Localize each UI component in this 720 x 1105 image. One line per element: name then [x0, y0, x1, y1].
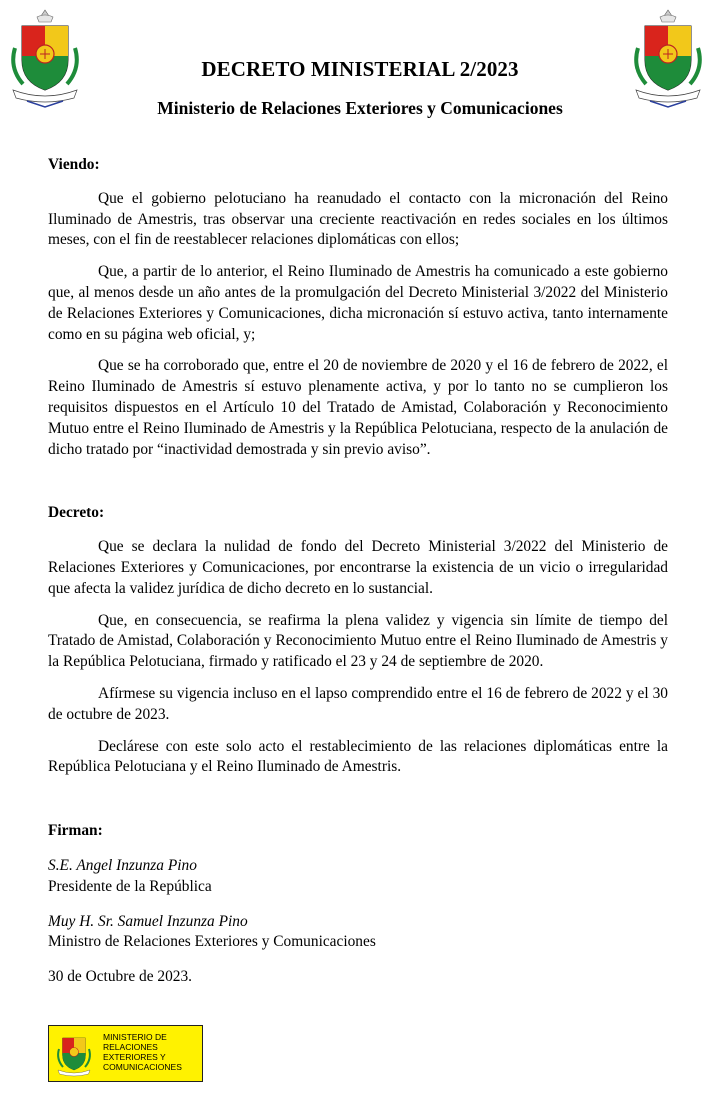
ministry-logo-line-3: EXTERIORES Y — [103, 1052, 166, 1062]
ministry-logo-text — [103, 1032, 182, 1072]
document-date: 30 de Octubre de 2023. — [48, 968, 193, 986]
viendo-paragraph-2: Que, a partir de lo anterior, el Reino Iluminado de Amestris ha comunicado a este gobierno que, al menos desde un año antes de la promulgación del Decreto Ministerial 3/2022 del Ministerio de Relaciones Exteriores y Comunicaciones, dicha micronación sí estuvo activa, tanto internamente como en su página web oficial, y; — [48, 263, 668, 343]
viendo-heading: Viendo: — [48, 156, 100, 173]
decreto-paragraph-2: Que, en consecuencia, se reafirma la plena validez y vigencia sin límite de tiempo del Tratado de Amistad, Colaboración y Reconocimiento Mutuo entre el Reino Iluminado de Amestris y la República Pelotuciana, firmado y ratificado el 23 y 24 de septiembre de 2020. — [48, 611, 668, 671]
ministry-logo-line-1: MINISTERIO DE — [103, 1032, 167, 1042]
page-subtitle: Ministerio de Relaciones Exteriores y Comunicaciones — [157, 98, 563, 118]
signatory-1-name: S.E. Angel Inzunza Pino — [48, 856, 197, 874]
ministry-emblem-icon — [53, 1029, 95, 1079]
decreto-paragraph-4: Declárese con este solo acto el restablecimiento de las relaciones diplomáticas entre la República Pelotuciana y el Reino Iluminado de Amestris. — [48, 737, 668, 776]
decreto-paragraph-3: Afírmese su vigencia incluso en el lapso comprendido entre el 16 de febrero de 2022 y el 30 de octubre de 2023. — [48, 684, 668, 723]
viendo-paragraph-1: Que el gobierno pelotuciano ha reanudado el contacto con la micronación del Reino Iluminado de Amestris, tras observar una creciente reactivación en redes sociales en los últimos meses, con el fin de reestablecer relaciones diplomáticas con ellos; — [48, 189, 668, 249]
signatory-2-name: Muy H. Sr. Samuel Inzunza Pino — [48, 912, 248, 930]
decreto-heading: Decreto: — [48, 504, 105, 522]
decreto-paragraph-1: Que se declara la nulidad de fondo del Decreto Ministerial 3/2022 del Ministerio de Relaciones Exteriores y Comunicaciones, por encontrarse la existencia de un vicio o irregularidad que afecta la validez jurídica de dicho decreto en lo sustancial. — [48, 538, 668, 597]
ministry-logo — [48, 1025, 203, 1082]
signatory-1-role: Presidente de la República — [48, 877, 212, 895]
firman-heading: Firman: — [48, 822, 103, 840]
ministry-logo-line-4: COMUNICACIONES — [103, 1062, 182, 1072]
viendo-paragraph-3: Que se ha corroborado que, entre el 20 de noviembre de 2020 y el 16 de febrero de 2022, el Reino Iluminado de Amestris sí estuvo plenamente activa, y por lo tanto no se cumplieron los requisitos dispuestos en el Artículo 10 del Tratado de Amistad, Colaboración y Reconocimiento Mutuo entre el Reino Iluminado de Amestris y la República Pelotuciana, respecto de la anulación de dicho tratado por “inactividad demostrada y sin previo aviso”. — [48, 357, 668, 458]
document-body — [48, 155, 668, 988]
signatory-2-role: Ministro de Relaciones Exteriores y Comunicaciones — [48, 933, 376, 951]
ministry-logo-line-2: RELACIONES — [103, 1042, 158, 1052]
page-title: DECRETO MINISTERIAL 2/2023 — [201, 57, 519, 81]
